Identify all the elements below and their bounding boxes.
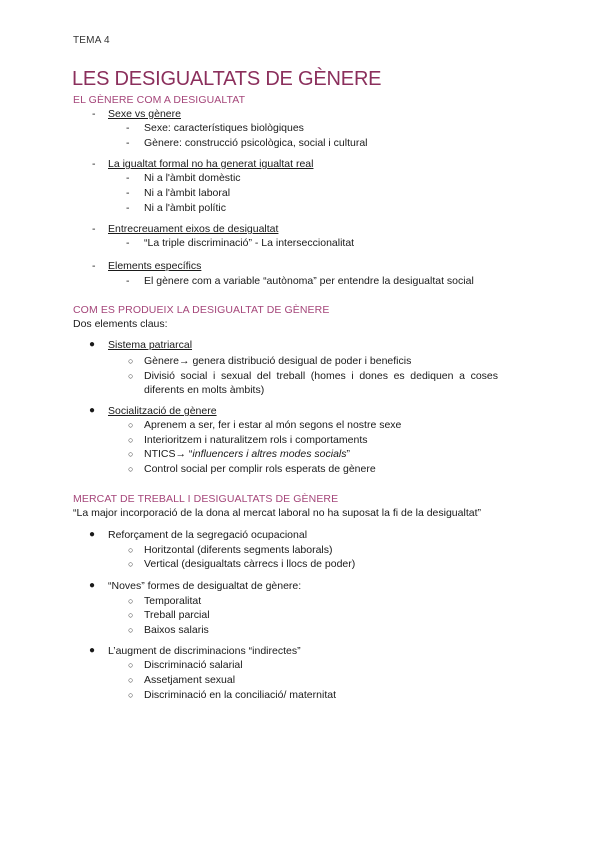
- circle-bullet: ○: [128, 464, 134, 474]
- disc-bullet: ●: [89, 339, 96, 350]
- page-title: LES DESIGUALTATS DE GÈNERE: [72, 68, 382, 90]
- dash-bullet: -: [126, 137, 130, 149]
- sub-item: Gènere→ genera distribució desigual de poder i beneficis: [144, 355, 412, 367]
- circle-bullet: ○: [128, 449, 134, 459]
- page-header: TEMA 4: [73, 35, 110, 46]
- sub-item: El gènere com a variable “autònoma” per entendre la desigualtat social: [144, 275, 474, 287]
- sub-item: Sexe: característiques biològiques: [144, 122, 304, 134]
- list-item-label: Elements específics: [108, 260, 202, 272]
- section-quote: “La major incorporació de la dona al mercat laboral no ha suposat la fi de la desigualtat”: [73, 507, 481, 519]
- dash-bullet: -: [92, 158, 96, 170]
- sub-item: Aprenem a ser, fer i estar al món segons el nostre sexe: [144, 419, 402, 431]
- sub-item: Assetjament sexual: [144, 674, 236, 686]
- ntics-suffix: ”: [346, 448, 350, 460]
- sub-item: Baixos salaris: [144, 624, 209, 636]
- circle-bullet: ○: [128, 559, 134, 569]
- list-item-label: Socialització de gènere: [108, 405, 217, 417]
- list-item-label: Entrecreuament eixos de desigualtat: [108, 223, 279, 235]
- circle-bullet: ○: [128, 371, 134, 381]
- circle-bullet: ○: [128, 420, 134, 430]
- sub-item: Interioritzem i naturalitzem rols i comportaments: [144, 434, 368, 446]
- dash-bullet: -: [92, 108, 96, 120]
- sub-item: Ni a l'àmbit polític: [144, 202, 226, 214]
- dash-bullet: -: [126, 202, 130, 214]
- sub-item: Ni a l'àmbit domèstic: [144, 172, 241, 184]
- disc-bullet: ●: [89, 529, 96, 540]
- disc-bullet: ●: [89, 645, 96, 656]
- circle-bullet: ○: [128, 675, 134, 685]
- dash-bullet: -: [126, 187, 130, 199]
- section-heading: COM ES PRODUEIX LA DESIGUALTAT DE GÈNERE: [73, 304, 330, 316]
- circle-bullet: ○: [128, 610, 134, 620]
- list-item-label: Sexe vs gènere: [108, 108, 181, 120]
- section-intro: Dos elements claus:: [73, 318, 168, 330]
- circle-bullet: ○: [128, 356, 134, 366]
- list-item-label: La igualtat formal no ha generat igualtat real: [108, 158, 314, 170]
- dash-bullet: -: [92, 223, 96, 235]
- sub-item-ntics: [144, 447, 350, 461]
- list-item-label: Reforçament de la segregació ocupacional: [108, 529, 308, 541]
- dash-bullet: -: [126, 275, 130, 287]
- disc-bullet: ●: [89, 580, 96, 591]
- section-heading: EL GÈNERE COM A DESIGUALTAT: [73, 94, 246, 106]
- section-heading: MERCAT DE TREBALL I DESIGUALTATS DE GÈNERE: [73, 493, 339, 505]
- dash-bullet: -: [126, 122, 130, 134]
- circle-bullet: ○: [128, 690, 134, 700]
- dash-bullet: -: [92, 260, 96, 272]
- circle-bullet: ○: [128, 625, 134, 635]
- list-item-label: Sistema patriarcal: [108, 339, 193, 351]
- sub-item: Divisió social i sexual del treball (homes i dones es dediquen a coses diferents en molts àmbits): [144, 370, 498, 396]
- sub-item: Discriminació en la conciliació/ maternitat: [144, 689, 336, 701]
- sub-item: Discriminació salarial: [144, 659, 243, 671]
- list-item-label: “Noves” formes de desigualtat de gènere:: [108, 580, 302, 592]
- circle-bullet: ○: [128, 545, 134, 555]
- sub-item: Ni a l'àmbit laboral: [144, 187, 231, 199]
- ntics-prefix: NTICS→ “: [144, 448, 193, 460]
- ntics-italic: influencers i altres modes socials: [192, 448, 347, 460]
- list-item-label: L’augment de discriminacions “indirectes”: [108, 645, 301, 657]
- sub-item: Horitzontal (diferents segments laborals): [144, 544, 333, 556]
- sub-item: Vertical (desigualtats càrrecs i llocs de poder): [144, 558, 356, 570]
- sub-item: Temporalitat: [144, 595, 202, 607]
- circle-bullet: ○: [128, 660, 134, 670]
- disc-bullet: ●: [89, 405, 96, 416]
- sub-item: Treball parcial: [144, 609, 210, 621]
- sub-item: Control social per complir rols esperats de gènere: [144, 463, 376, 475]
- circle-bullet: ○: [128, 596, 134, 606]
- sub-item: Gènere: construcció psicològica, social i cultural: [144, 137, 368, 149]
- sub-item: “La triple discriminació” - La interseccionalitat: [144, 237, 355, 249]
- circle-bullet: ○: [128, 435, 134, 445]
- dash-bullet: -: [126, 172, 130, 184]
- dash-bullet: -: [126, 237, 130, 249]
